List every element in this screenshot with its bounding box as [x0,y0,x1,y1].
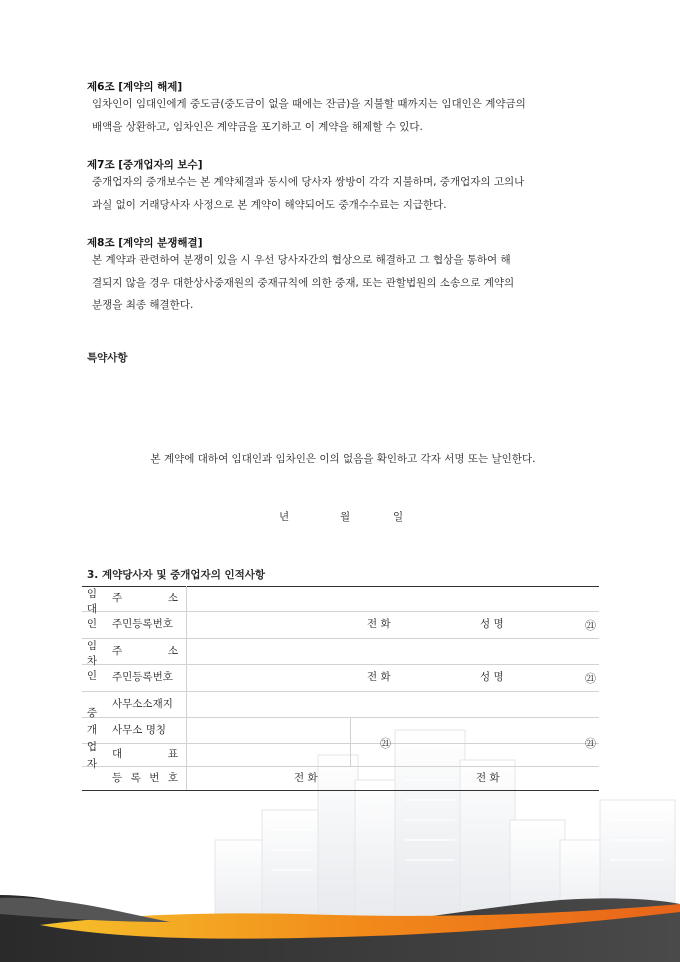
tenant-group-label [82,639,102,684]
date-month-label: 월 [340,511,351,523]
landlord-seal-icon: ㉑ [585,619,596,632]
broker-representative-label [112,748,178,761]
article-7-body [92,171,600,216]
article-6-title: 제6조 [계약의 해제] [87,81,183,93]
tenant-phone-label: 전 화 [367,671,391,683]
tenant-id-number-label: 주민등록번호 [112,671,173,683]
landlord-address-label [112,592,178,605]
tenant-char: 차 [86,655,98,667]
label-char: 표 [167,748,178,760]
article-6-line: 배액을 상환하고, 임차인은 계약금을 포기하고 이 계약을 해제할 수 있다. [92,120,423,133]
broker-registration-number-label [112,772,178,785]
row-divider [82,743,599,744]
tenant-name-label: 성 명 [480,671,504,683]
label-char: 대 [112,748,123,760]
broker-char: 중 [86,707,98,719]
table-bottom-border [82,790,599,791]
broker-seal-icon-left: ㉑ [380,737,391,750]
label-char: 주 [112,592,123,604]
tenant-address-label [112,645,178,658]
landlord-char: 인 [86,618,98,630]
broker-office-name-label: 사무소 명칭 [112,724,167,736]
label-char: 등 [112,772,123,784]
tenant-char: 임 [86,640,98,652]
broker-char: 자 [86,758,98,770]
row-divider [82,691,599,692]
row-divider [82,611,599,612]
landlord-char: 임 [86,588,98,600]
landlord-id-number-label: 주민등록번호 [112,618,173,630]
special-terms-title: 특약사항 [87,352,128,364]
broker-char: 개 [86,724,98,736]
article-7-line: 중개업자의 중개보수는 본 계약체결과 동시에 당사자 쌍방이 각각 지불하며, 중개업자의 고의나 [92,176,525,188]
broker-char: 업 [86,741,98,753]
label-char: 소 [167,592,178,604]
date-day-label: 일 [393,511,404,523]
landlord-group-label [82,587,102,632]
row-divider [82,717,599,718]
column-divider [186,586,187,790]
tenant-seal-icon: ㉑ [585,672,596,685]
article-8-line: 본 계약과 관련하여 분쟁이 있을 시 우선 당사자간의 협상으로 해결하고 그 협상을 통하여 해 [92,254,511,266]
label-char: 번 [149,772,160,784]
landlord-name-label: 성 명 [480,618,504,630]
landlord-phone-label: 전 화 [367,618,391,630]
broker-group-label [82,705,102,773]
broker-phone-label-left: 전 화 [294,772,318,784]
article-6-line: 임차인이 임대인에게 중도금(중도금이 없을 때에는 잔금)을 지불할 때까지는 임대인은 계약금의 [92,98,526,110]
broker-office-location-label: 사무소소재지 [112,698,173,710]
table-top-border [82,586,599,587]
tenant-char: 인 [86,670,98,682]
party-info-table [82,586,599,791]
landlord-char: 대 [86,603,98,615]
article-7-line: 과실 없이 거래당사자 사정으로 본 계약이 해약되어도 중개수수료는 지급한다. [92,198,447,211]
article-8-line: 분쟁을 최종 해결한다. [92,299,194,311]
label-char: 주 [112,645,123,657]
article-8-line: 결되지 않을 경우 대한상사중재원의 중재규칙에 의한 중재, 또는 관할법원의 소송으로 계약의 [92,276,515,289]
article-7-title: 제7조 [중개업자의 보수] [87,159,203,171]
broker-phone-label-right: 전 화 [476,772,500,784]
broker-seal-icon-right: ㉑ [585,737,596,750]
article-8-title: 제8조 [계약의 분쟁해결] [87,237,203,249]
article-6-body [92,93,600,138]
row-divider [82,664,599,665]
label-char: 소 [167,645,178,657]
label-char: 호 [167,772,178,784]
row-divider [82,766,599,767]
row-divider [82,638,599,639]
confirmation-statement: 본 계약에 대하여 임대인과 임차인은 이의 없음을 확인하고 각자 서명 또는 날인한다. [150,453,536,465]
date-year-label: 년 [279,511,290,523]
article-8-body [92,249,600,317]
label-char: 록 [130,772,141,784]
column-divider [350,717,351,767]
section-3-title: 3. 계약당사자 및 중개업자의 인적사항 [87,569,266,581]
